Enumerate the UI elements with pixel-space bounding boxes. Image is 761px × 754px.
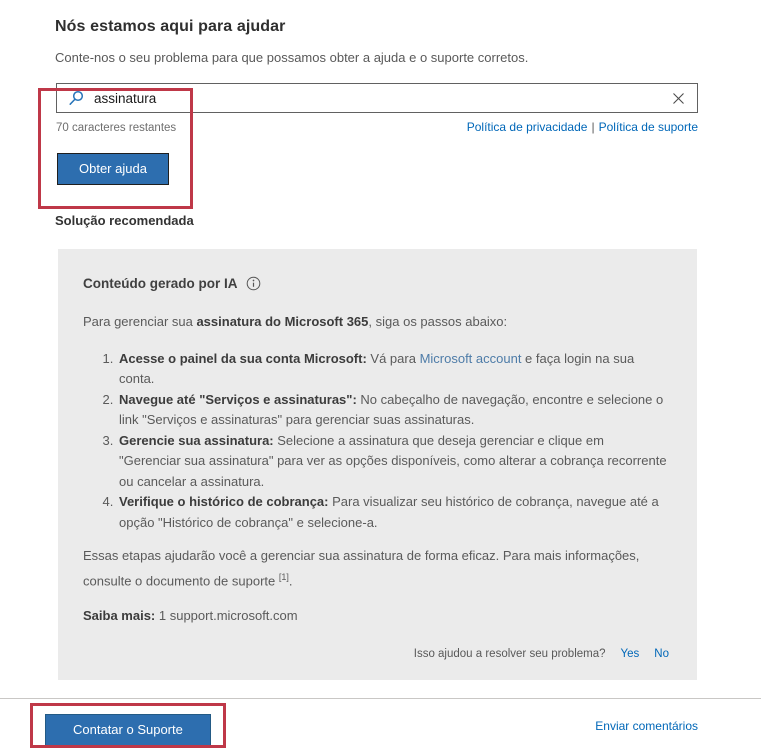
support-policy-link[interactable]: Política de suporte: [598, 120, 698, 134]
recommended-solution-heading: Solução recomendada: [55, 213, 194, 228]
search-box: [56, 83, 698, 113]
step-item: 3. Gerencie sua assinatura: Selecione a assinatura que deseja gerenciar e clique em "Gerenciar sua assinatura" para ver as opções disponíveis, como alterar a cobrança recorrente ou cancelar a assinatura.: [117, 431, 669, 493]
feedback-no-link[interactable]: No: [654, 648, 669, 661]
ai-generated-content-card: [58, 249, 697, 680]
clear-search-button[interactable]: [668, 88, 688, 108]
page-title: Nós estamos aqui para ajudar: [55, 18, 286, 35]
feedback-yes-link[interactable]: Yes: [620, 648, 640, 661]
feedback-row: [83, 648, 669, 660]
characters-remaining: 70 caracteres restantes: [56, 122, 177, 134]
search-input[interactable]: [94, 85, 668, 111]
steps-list: [83, 349, 669, 534]
learn-more-label: Saiba mais:: [83, 608, 156, 624]
card-title-row: [83, 276, 669, 291]
link-separator: |: [591, 120, 595, 134]
info-icon[interactable]: [246, 276, 261, 291]
intro-bold: assinatura do Microsoft 365: [196, 314, 369, 329]
learn-more-source: 1 support.microsoft.com: [155, 608, 298, 624]
card-title: Conteúdo gerado por IA: [83, 276, 238, 291]
step-item: 2. Navegue até "Serviços e assinaturas": No cabeçalho de navegação, encontre e selecione o link "Serviços e assinaturas" para gerenciar suas assinaturas.: [117, 390, 669, 431]
help-panel: [0, 16, 761, 754]
contact-support-button[interactable]: Contatar o Suporte: [45, 714, 211, 746]
citation-marker: [1]: [278, 571, 289, 582]
search-icon: [68, 90, 85, 107]
send-feedback-link[interactable]: Enviar comentários: [595, 719, 698, 734]
get-help-button[interactable]: Obter ajuda: [57, 153, 169, 185]
page-subtitle: Conte-nos o seu problema para que possamos obter a ajuda e o suporte corretos.: [55, 50, 529, 65]
card-intro: [83, 312, 669, 333]
privacy-policy-link[interactable]: Política de privacidade: [466, 120, 588, 134]
feedback-question: Isso ajudou a resolver seu problema?: [413, 648, 606, 661]
footer-divider: [0, 698, 761, 699]
footer: [0, 714, 761, 746]
policy-links: [467, 120, 698, 135]
step-item: 1. Acesse o painel da sua conta Microsoft: Vá para Microsoft account e faça login na sua conta.: [117, 349, 669, 390]
intro-text-end: , siga os passos abaixo:: [368, 314, 508, 329]
step-item: 4. Verifique o histórico de cobrança: Para visualizar seu histórico de cobrança, navegue até a opção "Histórico de cobrança" e selecione-a.: [117, 492, 669, 533]
learn-more-row: [83, 608, 669, 624]
search-meta-row: [56, 120, 698, 136]
microsoft-account-link[interactable]: Microsoft account: [419, 350, 522, 366]
intro-text: Para gerenciar sua: [83, 314, 197, 329]
card-outro: Essas etapas ajudarão você a gerenciar sua assinatura de forma eficaz. Para mais informações, consulte o documento de suporte [1].: [83, 548, 640, 588]
close-icon: [671, 91, 686, 106]
